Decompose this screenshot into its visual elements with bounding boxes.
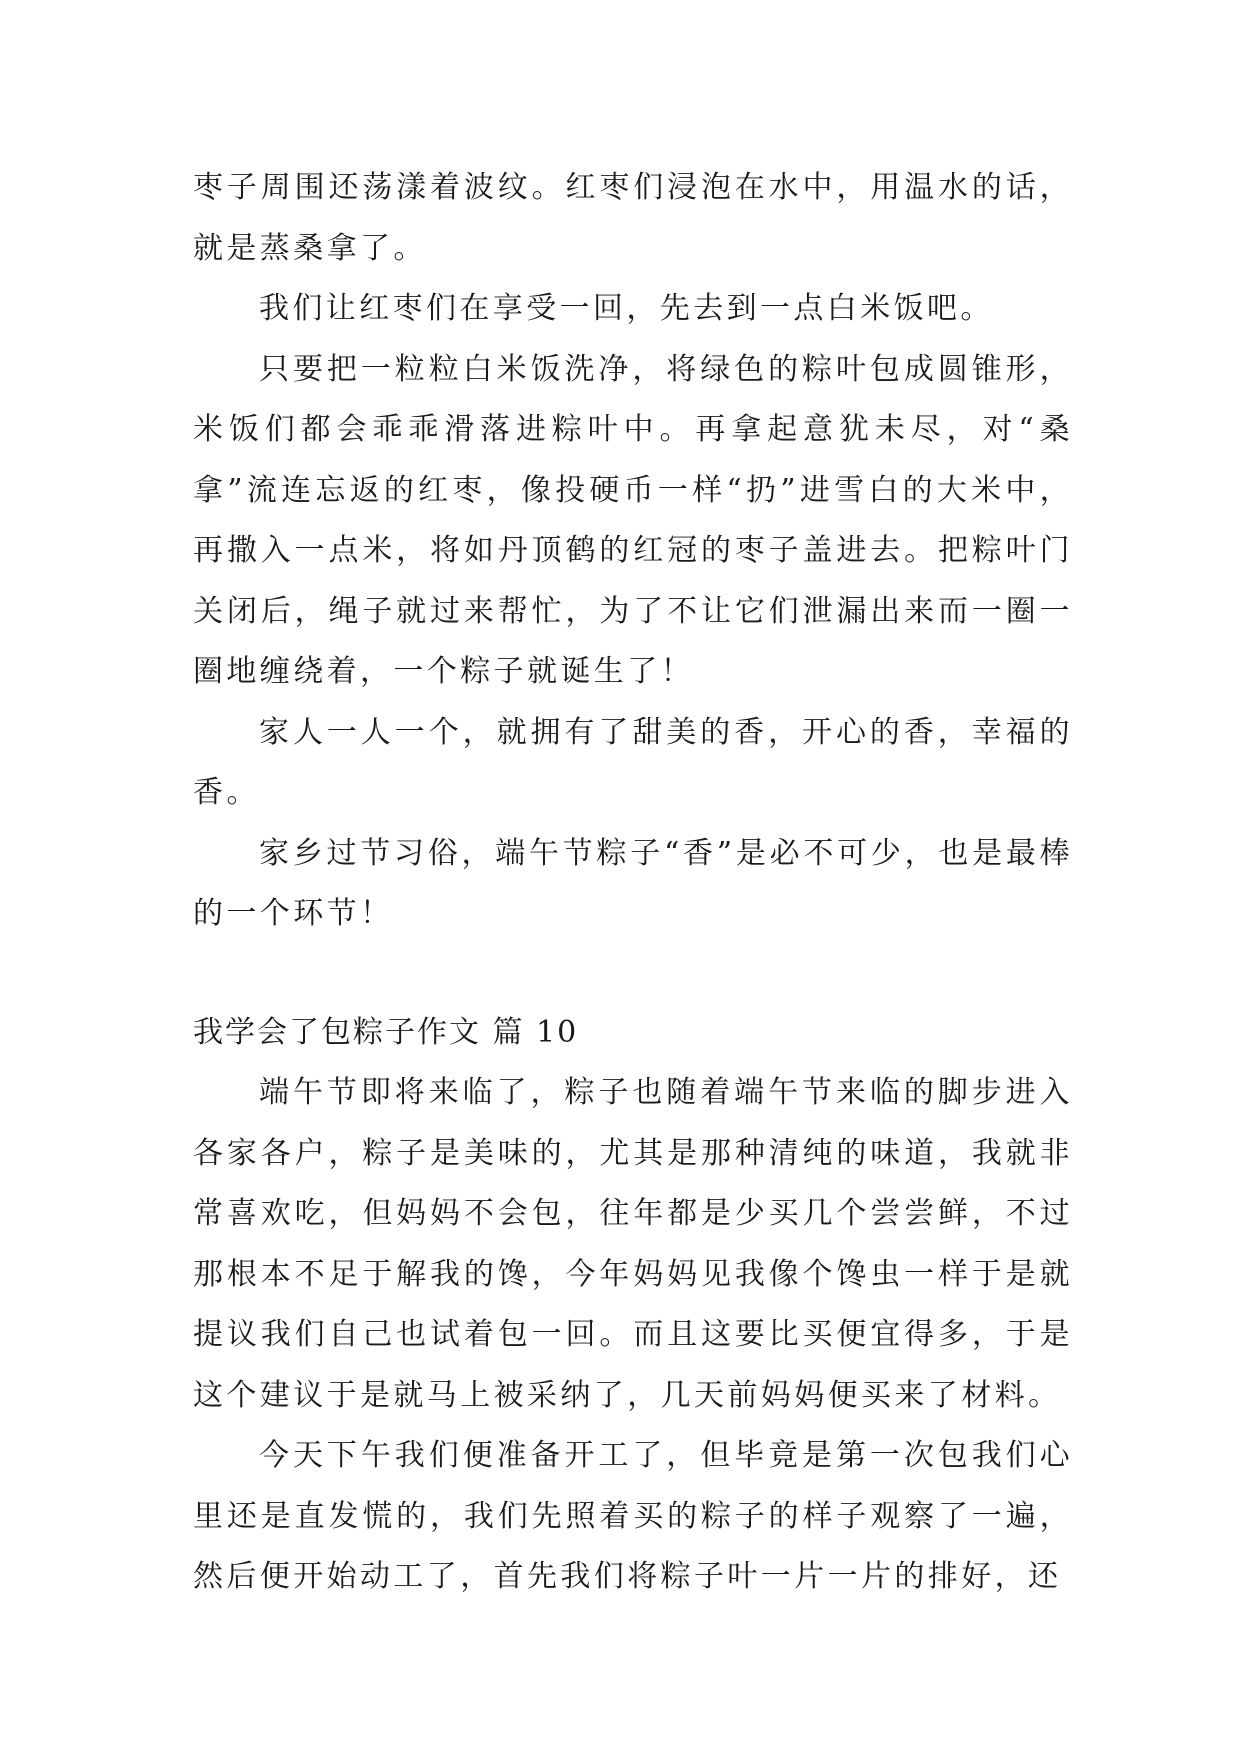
document-page (193, 158, 1073, 1608)
paragraph-enjoy-rice: 我们让红枣们在享受一回，先去到一点白米饭吧。 (259, 291, 994, 326)
paragraph-hometown-custom: 家乡过节习俗，端午节粽子“香”是必不可少，也是最棒的一个环节！ (193, 835, 1073, 931)
section-heading: 我学会了包粽子作文 篇 10 (193, 1014, 579, 1050)
paragraph-dates-soaking: 枣子周围还荡漾着波纹。红枣们浸泡在水中，用温水的话，就是蒸桑拿了。 (193, 170, 1073, 266)
paragraph-wrapping-process: 只要把一粒粒白米饭洗净，将绿色的粽叶包成圆锥形，米饭们都会乖乖滑落进粽叶中。再拿起意犹未尽，对“桑拿”流连忘返的红枣，像投硬币一样“扔”进雪白的大米中，再撒入一点米，将如丹顶鹤的红冠的枣子盖进去。把粽叶门关闭后，绳子就过来帮忙，为了不让它们泄漏出来而一圈一圈地缠绕着，一个粽子就诞生了！ (193, 351, 1073, 689)
paragraph-dragon-boat-intro: 端午节即将来临了，粽子也随着端午节来临的脚步进入各家各户，粽子是美味的，尤其是那种清纯的味道，我就非常喜欢吃，但妈妈不会包，往年都是少买几个尝尝鲜，不过那根本不足于解我的馋，今年妈妈见我像个馋虫一样于是就提议我们自己也试着包一回。而且这要比买便宜得多，于是这个建议于是就马上被采纳了，几天前妈妈便买来了材料。 (193, 1075, 1073, 1413)
paragraph-family-fragrance: 家人一人一个，就拥有了甜美的香，开心的香，幸福的香。 (193, 714, 1073, 810)
paragraph-start-work: 今天下午我们便准备开工了，但毕竟是第一次包我们心里还是直发慌的，我们先照着买的粽子的样子观察了一遍，然后便开始动工了，首先我们将粽子叶一片一片的排好，还 (193, 1438, 1073, 1594)
